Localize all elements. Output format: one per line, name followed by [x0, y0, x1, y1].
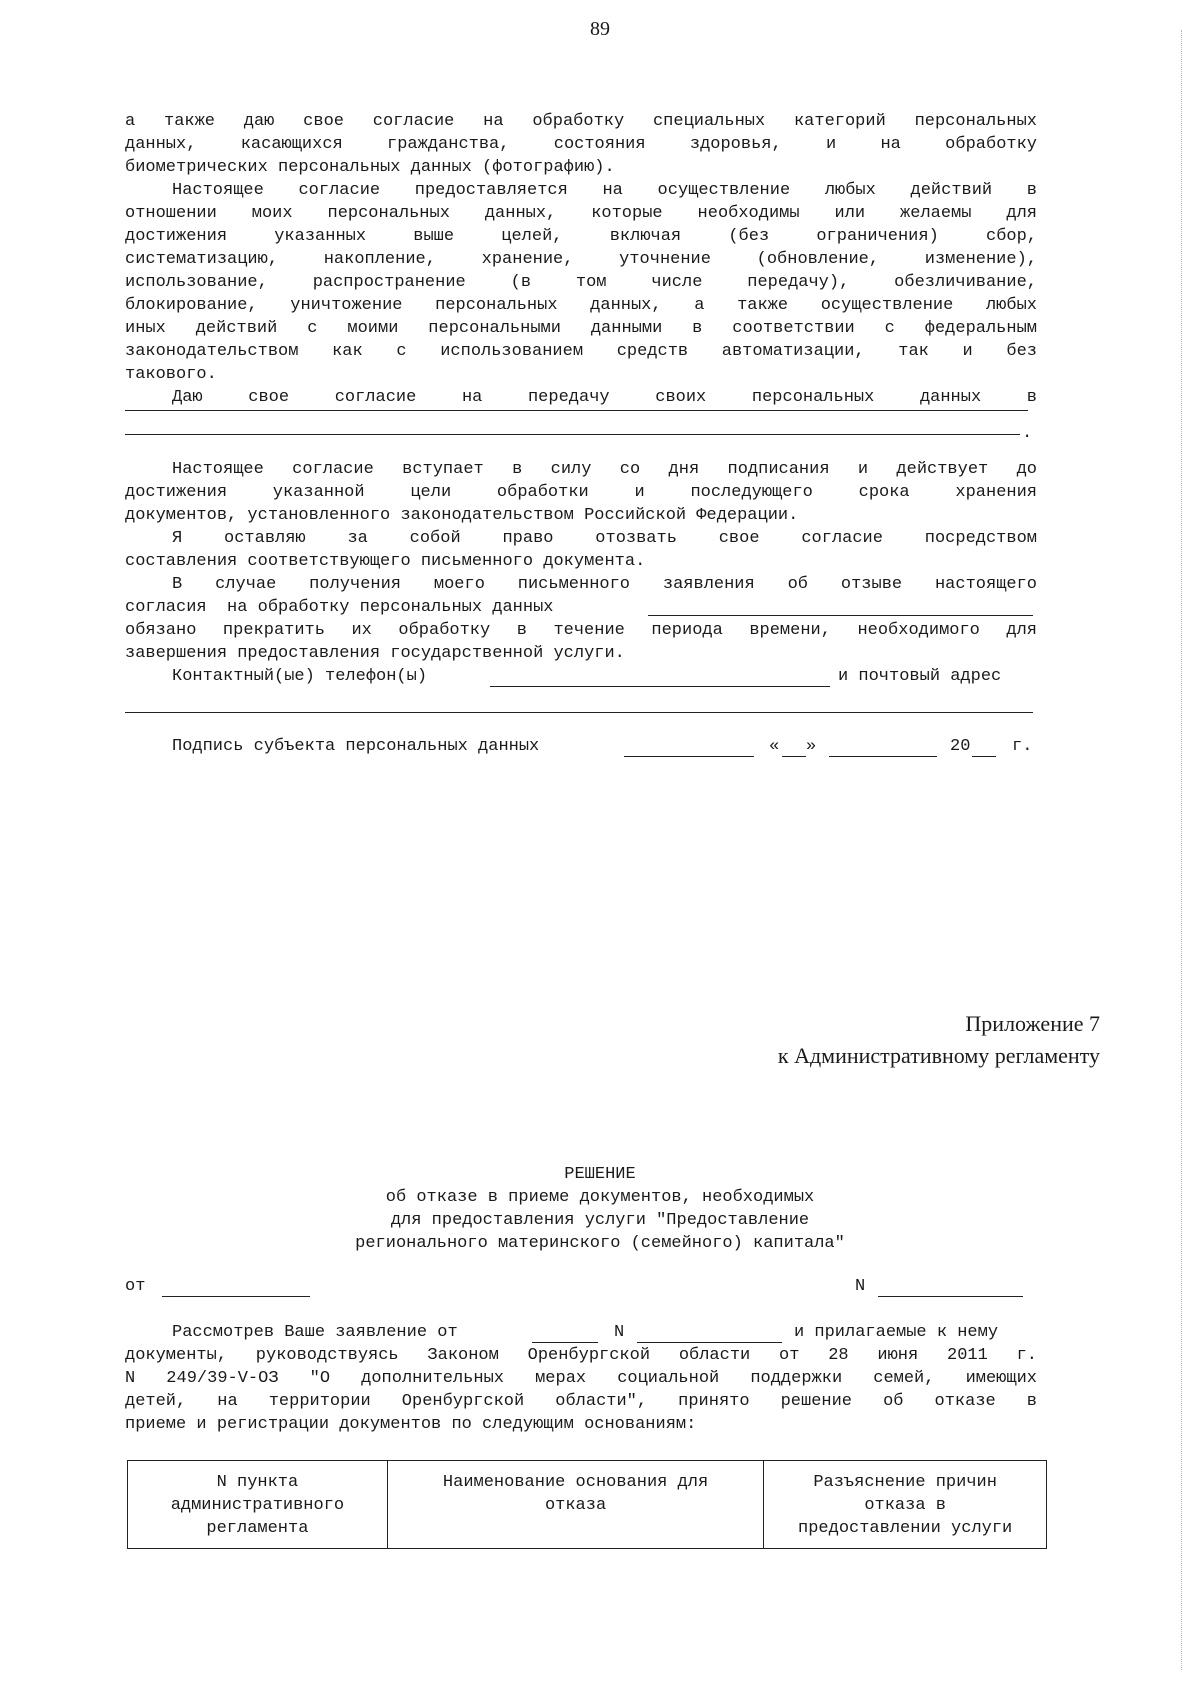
appendix-reference: к Административному регламенту [777, 1043, 1100, 1068]
signature-blank [624, 756, 754, 757]
date-close-quote: » [806, 737, 817, 756]
header-reason-name: Наименование основания для отказа [387, 1461, 763, 1549]
body-number-label: N [614, 1323, 625, 1342]
year-prefix: 20 [950, 737, 971, 756]
appendix-number: Приложение 7 [965, 1011, 1100, 1036]
year-blank [972, 756, 996, 757]
signature-label: Подпись субъекта персональных данных [172, 737, 540, 756]
text-line: Даю свое согласие на передачу своих персональных данных в [172, 388, 1037, 407]
text-line: такового. [125, 365, 217, 384]
blank-line [125, 410, 1028, 411]
text-line: систематизацию, накопление, хранение, уточнение (обновление, изменение), [125, 250, 1037, 269]
text-line: детей, на территории Оренбургской области", принято решение об отказе в [125, 1392, 1037, 1411]
contact-phone-label: Контактный(ые) телефон(ы) [172, 667, 428, 686]
header-clause-number: N пункта административного регламента [128, 1461, 388, 1549]
phone-blank [490, 686, 830, 687]
number-blank [878, 1296, 1023, 1297]
consent-paragraph-6 [125, 573, 1037, 665]
decision-body [125, 1344, 1037, 1436]
text-line: а также даю свое согласие на обработку специальных категорий персональных [125, 112, 1037, 131]
text-line: блокирование, уничтожение персональных данных, а также осуществление любых [125, 296, 1037, 315]
text-line: данных, касающихся гражданства, состояния здоровья, и на обработку [125, 135, 1037, 154]
from-label: от [125, 1277, 146, 1296]
application-date-blank [532, 1342, 598, 1343]
text-line: согласия на обработку персональных данных [125, 598, 554, 617]
text-line: использование, распространение (в том числе передачу), обезличивание, [125, 273, 1037, 292]
scan-edge-dots [1181, 30, 1182, 1670]
date-open-quote: « [769, 737, 780, 756]
text-line: иных действий с моими персональными данными в соответствии с федеральным [125, 319, 1037, 338]
appendix-header [778, 1008, 1100, 1072]
blank-line-operator [648, 615, 1033, 616]
text-line: отношении моих персональных данных, которые необходимы или желаемы для [125, 204, 1037, 223]
consent-paragraph-4 [125, 458, 1037, 527]
text-line: обязано прекратить их обработку в течение периода времени, необходимого для [125, 621, 1037, 640]
body-intro: Рассмотрев Ваше заявление от [172, 1323, 458, 1342]
number-label: N [855, 1277, 866, 1296]
text-line: биометрических персональных данных (фотографию). [125, 158, 615, 177]
day-blank [782, 756, 806, 757]
text-line: документов, установленного законодательством Российской Федерации. [125, 506, 799, 525]
header-reason-explanation: Разъяснение причин отказа в предоставлении услуги [764, 1461, 1047, 1549]
text-line: Настоящее согласие вступает в силу со дня подписания и действует до [172, 460, 1037, 479]
application-number-blank [637, 1342, 782, 1343]
decision-subtitle-line: об отказе в приеме документов, необходимых [385, 1188, 815, 1207]
period: . [1022, 424, 1033, 443]
text-line: N 249/39-V-ОЗ "О дополнительных мерах социальной поддержки семей, имеющих [125, 1369, 1037, 1388]
address-blank [125, 712, 1033, 713]
from-date-blank [162, 1296, 310, 1297]
refusal-reasons-table [127, 1460, 1047, 1549]
page-number: 89 [590, 18, 610, 40]
month-blank [829, 756, 937, 757]
consent-paragraph-1 [125, 110, 1037, 179]
text-line: приеме и регистрации документов по следующим основаниям: [125, 1415, 697, 1434]
text-line: законодательством как с использованием средств автоматизации, так и без [125, 342, 1037, 361]
text-line: завершения предоставления государственной услуги. [125, 644, 625, 663]
text-line: Настоящее согласие предоставляется на осуществление любых действий в [172, 181, 1037, 200]
consent-paragraph-3 [125, 386, 1037, 409]
text-line: составления соответствующего письменного документа. [125, 552, 646, 571]
consent-paragraph-5 [125, 527, 1037, 573]
decision-heading [0, 1163, 1200, 1255]
consent-paragraph-2 [125, 179, 1037, 386]
body-intro-end: и прилагаемые к нему [794, 1323, 999, 1342]
text-line: Я оставляю за собой право отозвать свое согласие посредством [172, 529, 1037, 548]
text-line: документы, руководствуясь Законом Оренбургской области от 28 июня 2011 г. [125, 1346, 1037, 1365]
text-line: достижения указанных выше целей, включая (без ограничения) сбор, [125, 227, 1037, 246]
text-line: В случае получения моего письменного заявления об отзыве настоящего [172, 575, 1037, 594]
year-suffix: г. [1012, 737, 1033, 756]
blank-line [125, 434, 1020, 435]
decision-subtitle-line: регионального материнского (семейного) капитала" [355, 1234, 845, 1253]
postal-address-label: и почтовый адрес [838, 667, 1002, 686]
decision-title: РЕШЕНИЕ [564, 1165, 636, 1184]
text-line: достижения указанной цели обработки и последующего срока хранения [125, 483, 1037, 502]
decision-subtitle-line: для предоставления услуги "Предоставление [390, 1211, 810, 1230]
table-header-row [128, 1461, 1047, 1549]
